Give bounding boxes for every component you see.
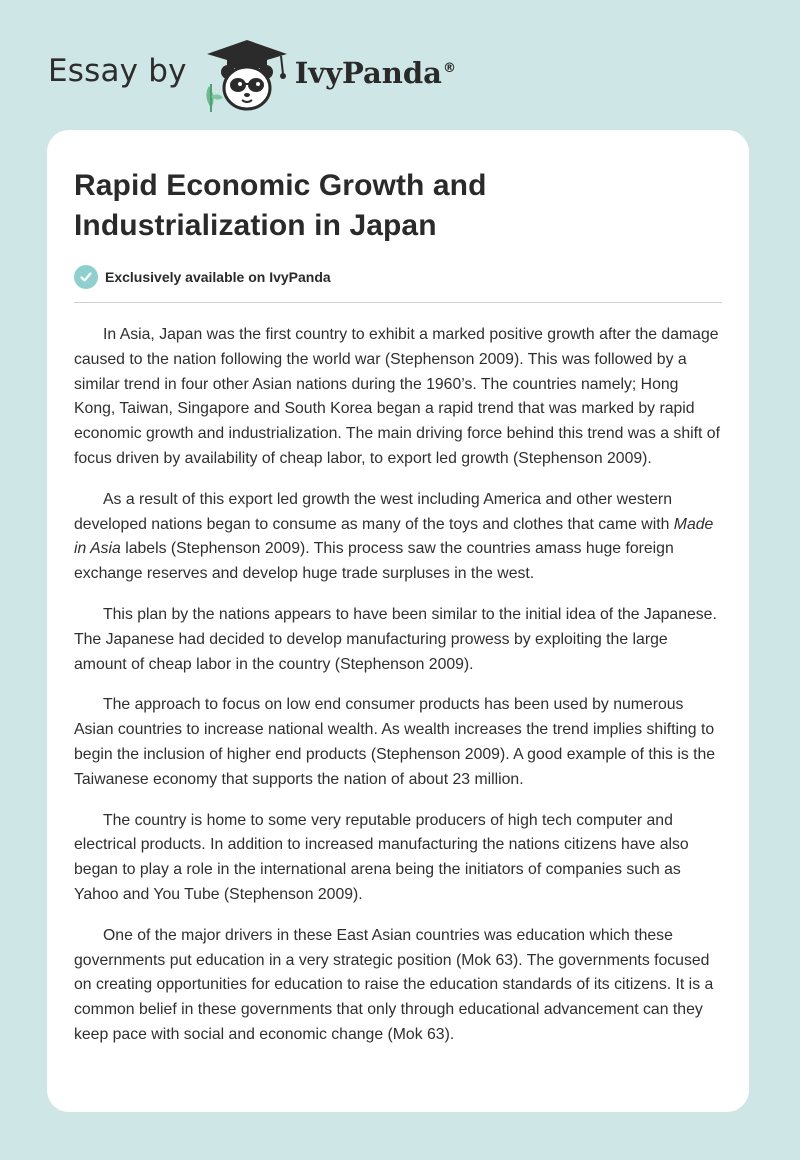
divider bbox=[74, 302, 722, 303]
site-header bbox=[48, 34, 456, 114]
check-circle-icon bbox=[74, 265, 98, 289]
essay-title: Rapid Economic Growth and Industrialization in Japan bbox=[74, 169, 487, 242]
paragraph-text: labels (Stephenson 2009). This process saw the countries amass huge foreign exchange reserves and develop huge trade surpluses in the west. bbox=[74, 540, 674, 583]
brand-prefix: Essay by bbox=[48, 53, 187, 89]
paragraph: The country is home to some very reputable producers of high tech computer and electrical products. In addition to increased manufacturing the nations citizens have also began to play a role in the international arena being the initiators of companies such as Yahoo and You Tube (Stephenson 2009). bbox=[74, 811, 689, 903]
paragraph: The approach to focus on low end consumer products has been used by numerous Asian countries to increase national wealth. As wealth increases the trend implies shifting to begin the inclusion of higher end products (Stephenson 2009). A good example of this is the Taiwanese economy that supports the nation of about 23 million. bbox=[74, 696, 716, 788]
essay-body bbox=[74, 323, 724, 1048]
paragraph-text: As a result of this export led growth the west including America and other western developed nations began to consume as many of the toys and clothes that came with bbox=[74, 490, 674, 533]
paragraph bbox=[74, 488, 724, 587]
brand-name[interactable]: IvyPanda® bbox=[294, 56, 456, 90]
registered-mark: ® bbox=[442, 61, 456, 77]
paragraph: This plan by the nations appears to have been similar to the initial idea of the Japanese. The Japanese had decided to develop manufacturing prowess by exploiting the large amount of cheap labor in the country (Stephenson 2009). bbox=[74, 605, 717, 673]
essay-card bbox=[47, 130, 749, 1112]
badge-label: Exclusively available on IvyPanda bbox=[105, 269, 331, 285]
panda-graduate-icon[interactable] bbox=[201, 34, 293, 114]
exclusive-badge bbox=[74, 264, 722, 290]
paragraph: In Asia, Japan was the first country to exhibit a marked positive growth after the damage caused to the nation following the world war (Stephenson 2009). This was followed by a similar trend in four other Asian nations during the 1960’s. The countries namely; Hong Kong, Taiwan, Singapore and South Korea began a rapid trend that was marked by rapid economic growth and industrialization. The main driving force behind this trend was a shift of focus driven by availability of cheap labor, to export led growth (Stephenson 2009). bbox=[74, 326, 720, 467]
paragraph: One of the major drivers in these East Asian countries was education which these governments put education in a very strategic position (Mok 63). The governments focused on creating opportunities for education to raise the education standards of its citizens. It is a common belief in these governments that only through educational advancement can they keep pace with social and economic change (Mok 63). bbox=[74, 926, 714, 1043]
emphasized-text: Made in Asia bbox=[74, 515, 714, 558]
